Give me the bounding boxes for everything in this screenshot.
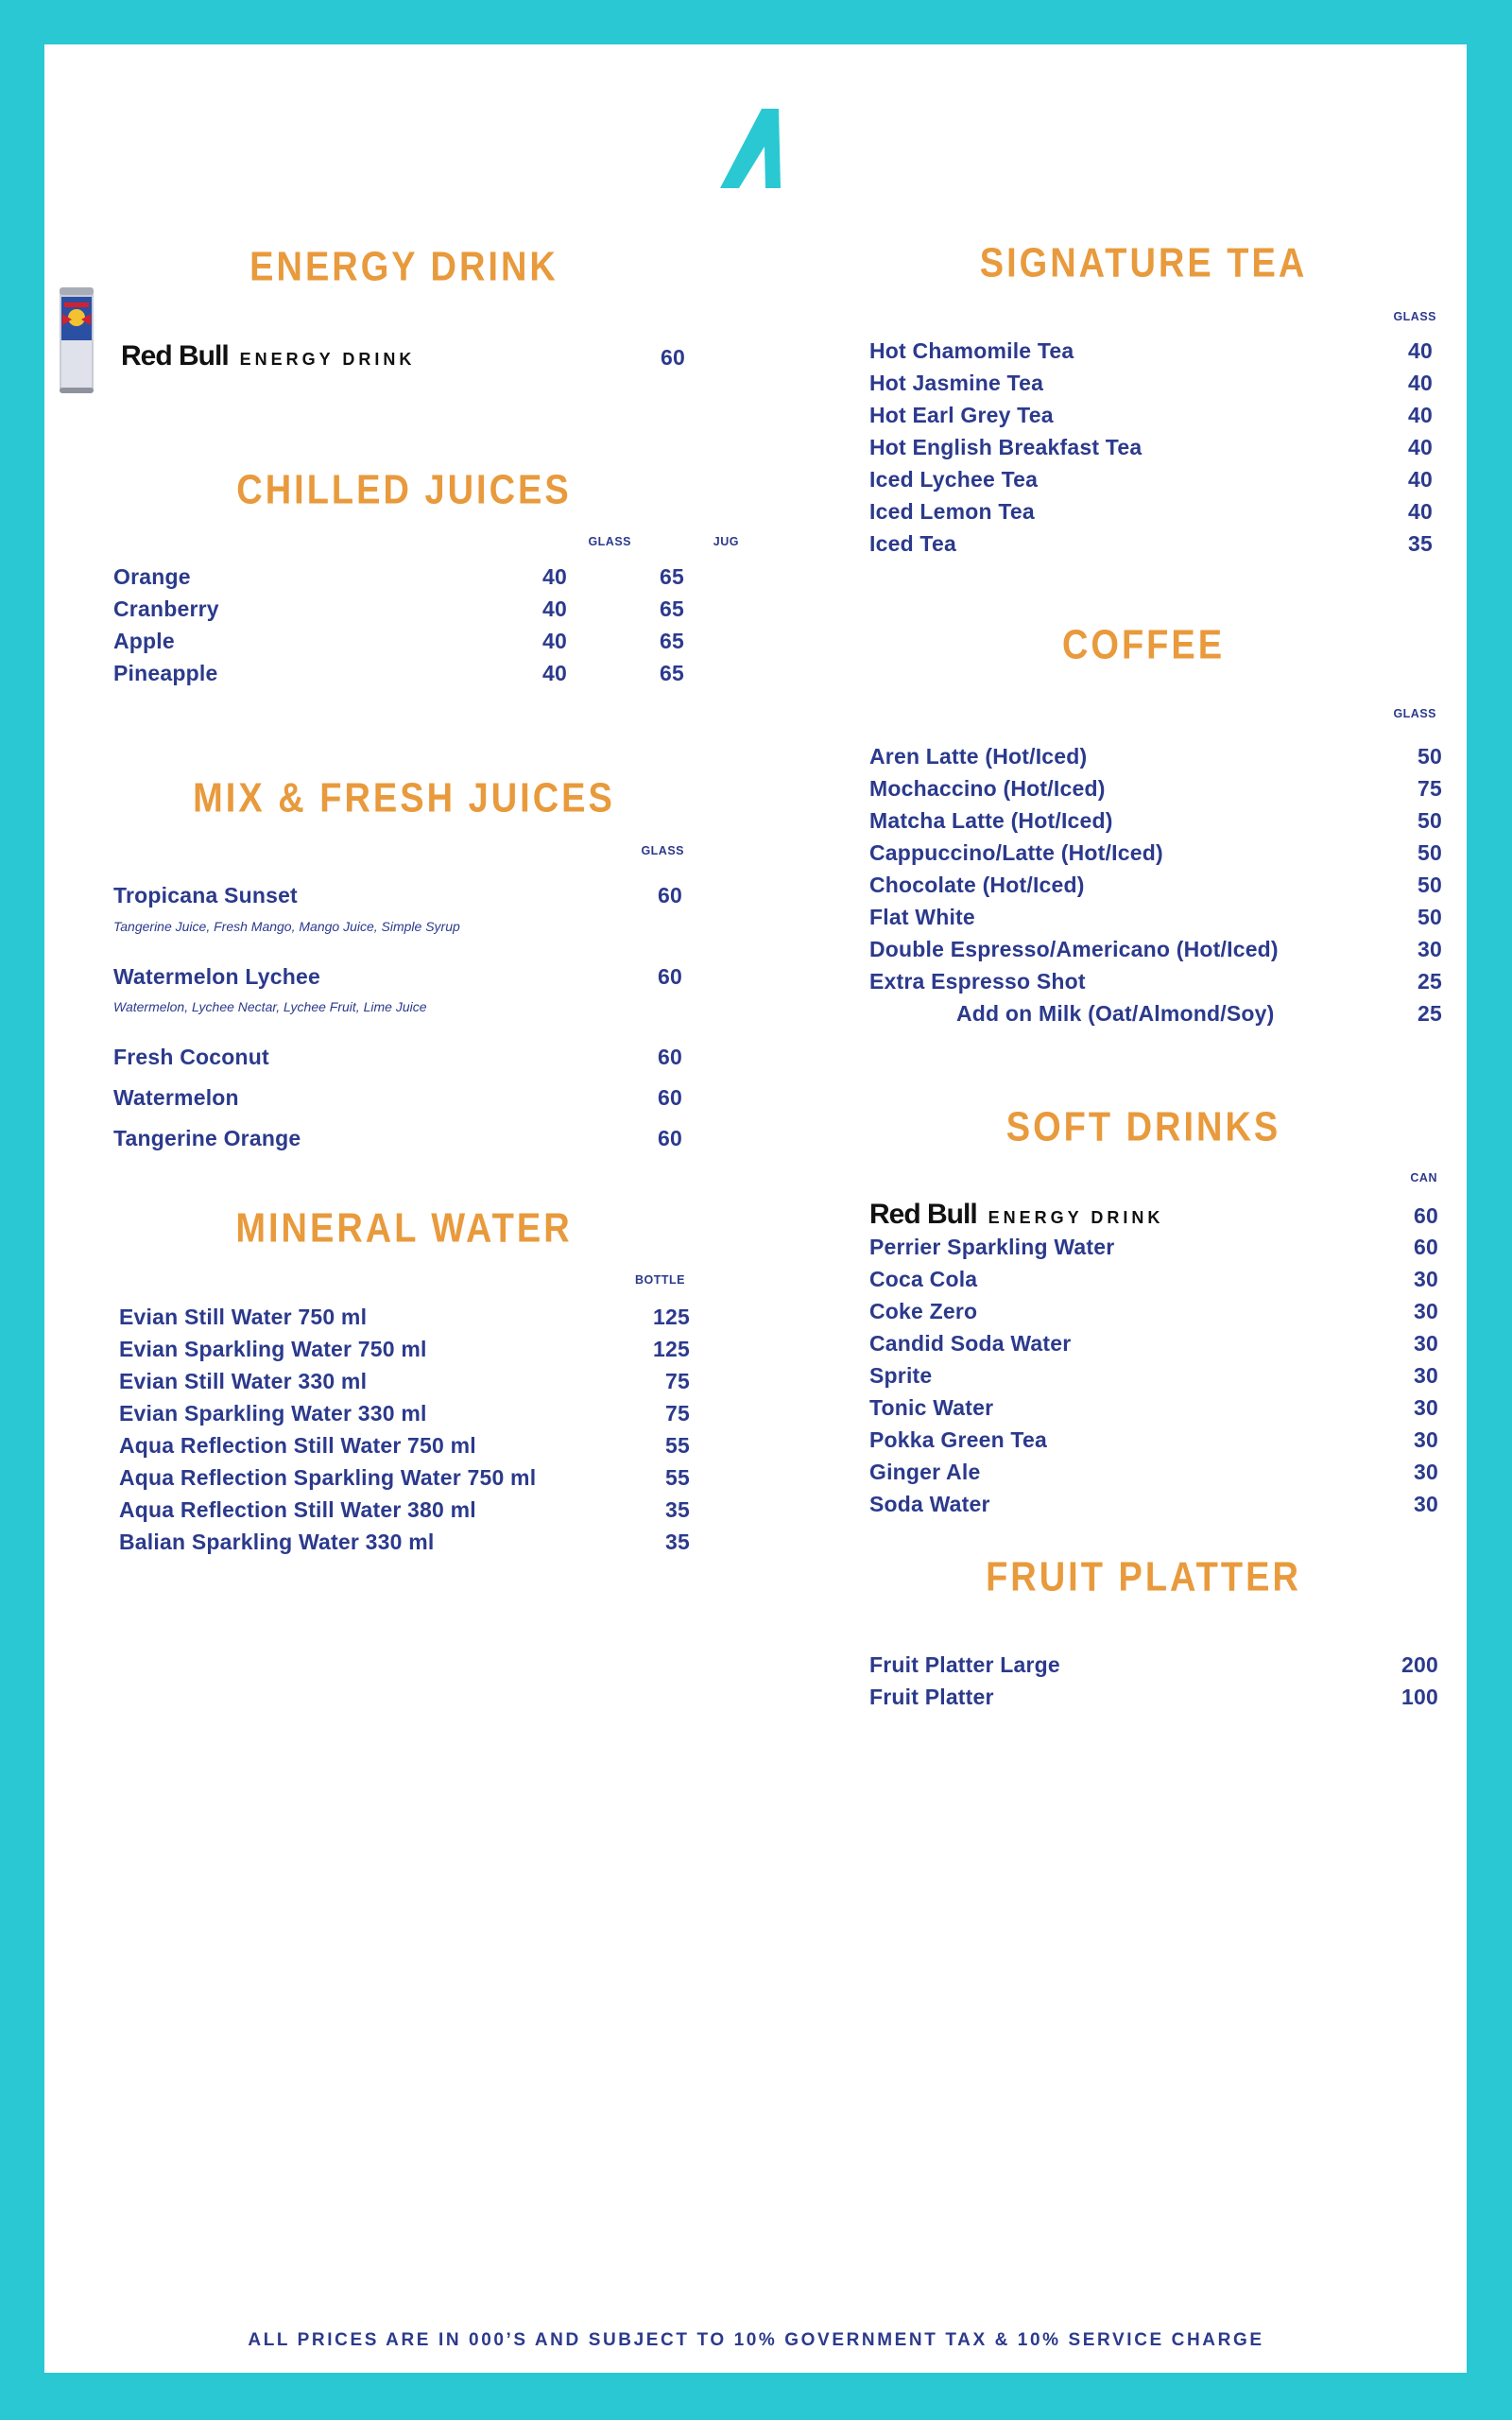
list-item: Evian Sparkling Water 750 ml 125 bbox=[119, 1337, 690, 1361]
column-header-glass: GLASS bbox=[1393, 707, 1436, 720]
fruit-platter-title: FRUIT PLATTER bbox=[986, 1554, 1301, 1601]
list-item: Coca Cola 30 bbox=[869, 1267, 1438, 1291]
item-description: Tangerine Juice, Fresh Mango, Mango Juice, Simple Syrup bbox=[113, 919, 460, 934]
brand-logo-icon bbox=[720, 109, 788, 188]
red-bull-logo: Red Bull ENERGY DRINK bbox=[121, 340, 416, 372]
list-item: Watermelon 60 bbox=[113, 1085, 682, 1110]
list-item: Flat White 50 bbox=[869, 905, 1442, 929]
list-item: Aqua Reflection Sparkling Water 750 ml 55 bbox=[119, 1465, 690, 1490]
list-item: Hot Chamomile Tea 40 bbox=[869, 338, 1433, 363]
list-item: Hot English Breakfast Tea 40 bbox=[869, 435, 1433, 459]
list-item: Iced Lychee Tea 40 bbox=[869, 467, 1433, 492]
list-item: Aren Latte (Hot/Iced) 50 bbox=[869, 744, 1442, 769]
red-bull-can-icon bbox=[57, 282, 96, 397]
list-item: Chocolate (Hot/Iced) 50 bbox=[869, 873, 1442, 897]
list-item: Soda Water 30 bbox=[869, 1492, 1438, 1516]
list-item: Pokka Green Tea 30 bbox=[869, 1427, 1438, 1452]
list-item: Pineapple 40 65 bbox=[113, 661, 684, 685]
list-item: Evian Still Water 750 ml 125 bbox=[119, 1305, 690, 1329]
list-item: Add on Milk (Oat/Almond/Soy) 25 bbox=[956, 1001, 1442, 1026]
column-header-jug: JUG bbox=[713, 535, 739, 548]
energy-drink-title: ENERGY DRINK bbox=[249, 244, 558, 291]
column-header-bottle: BOTTLE bbox=[635, 1273, 685, 1287]
column-header-can: CAN bbox=[1410, 1171, 1437, 1184]
list-item: Evian Sparkling Water 330 ml 75 bbox=[119, 1401, 690, 1426]
soft-drinks-title: SOFT DRINKS bbox=[1005, 1104, 1281, 1151]
mix-fresh-juices-title: MIX & FRESH JUICES bbox=[193, 775, 615, 822]
price: 60 bbox=[661, 345, 685, 370]
list-item: Fresh Coconut 60 bbox=[113, 1045, 682, 1069]
chilled-juices-title: CHILLED JUICES bbox=[236, 467, 572, 514]
list-item: Orange 40 65 bbox=[113, 564, 684, 589]
left-column bbox=[113, 0, 739, 2420]
list-item: Fruit Platter Large 200 bbox=[869, 1652, 1438, 1677]
list-item: Fruit Platter 100 bbox=[869, 1685, 1438, 1709]
list-item: Hot Jasmine Tea 40 bbox=[869, 371, 1433, 395]
list-item: Watermelon Lychee 60 bbox=[113, 964, 682, 989]
list-item-red-bull: Red Bull ENERGY DRINK 60 bbox=[869, 1199, 1438, 1230]
column-header-glass: GLASS bbox=[588, 535, 631, 548]
footer-note: ALL PRICES ARE IN 000’S AND SUBJECT TO 10% GOVERNMENT TAX & 10% SERVICE CHARGE bbox=[248, 2330, 1264, 2350]
list-item: Hot Earl Grey Tea 40 bbox=[869, 403, 1433, 427]
list-item: Aqua Reflection Still Water 750 ml 55 bbox=[119, 1433, 690, 1458]
item-description: Watermelon, Lychee Nectar, Lychee Fruit, Lime Juice bbox=[113, 999, 427, 1014]
list-item: Tangerine Orange 60 bbox=[113, 1126, 682, 1150]
list-item: Mochaccino (Hot/Iced) 75 bbox=[869, 776, 1442, 801]
list-item: Tonic Water 30 bbox=[869, 1395, 1438, 1420]
column-header-glass: GLASS bbox=[641, 844, 684, 857]
list-item: Balian Sparkling Water 330 ml 35 bbox=[119, 1530, 690, 1554]
list-item: Sprite 30 bbox=[869, 1363, 1438, 1388]
red-bull-logo: Red Bull ENERGY DRINK bbox=[869, 1199, 1164, 1230]
column-header-glass: GLASS bbox=[1393, 310, 1436, 323]
list-item: Perrier Sparkling Water 60 bbox=[869, 1235, 1438, 1259]
list-item: Ginger Ale 30 bbox=[869, 1460, 1438, 1484]
list-item: Aqua Reflection Still Water 380 ml 35 bbox=[119, 1497, 690, 1522]
list-item: Cappuccino/Latte (Hot/Iced) 50 bbox=[869, 840, 1442, 865]
list-item: Double Espresso/Americano (Hot/Iced) 30 bbox=[869, 937, 1442, 961]
signature-tea-title: SIGNATURE TEA bbox=[979, 240, 1308, 287]
energy-drink-row bbox=[113, 340, 695, 372]
list-item: Coke Zero 30 bbox=[869, 1299, 1438, 1323]
list-item: Candid Soda Water 30 bbox=[869, 1331, 1438, 1356]
list-item: Iced Tea 35 bbox=[869, 531, 1433, 556]
list-item: Matcha Latte (Hot/Iced) 50 bbox=[869, 808, 1442, 833]
mineral-water-title: MINERAL WATER bbox=[235, 1205, 573, 1253]
list-item: Evian Still Water 330 ml 75 bbox=[119, 1369, 690, 1393]
coffee-title: COFFEE bbox=[1061, 622, 1226, 669]
list-item: Apple 40 65 bbox=[113, 629, 684, 653]
right-column bbox=[869, 0, 1442, 2420]
list-item: Extra Espresso Shot 25 bbox=[869, 969, 1442, 994]
list-item: Iced Lemon Tea 40 bbox=[869, 499, 1433, 524]
list-item: Tropicana Sunset 60 bbox=[113, 883, 682, 908]
list-item: Cranberry 40 65 bbox=[113, 596, 684, 621]
